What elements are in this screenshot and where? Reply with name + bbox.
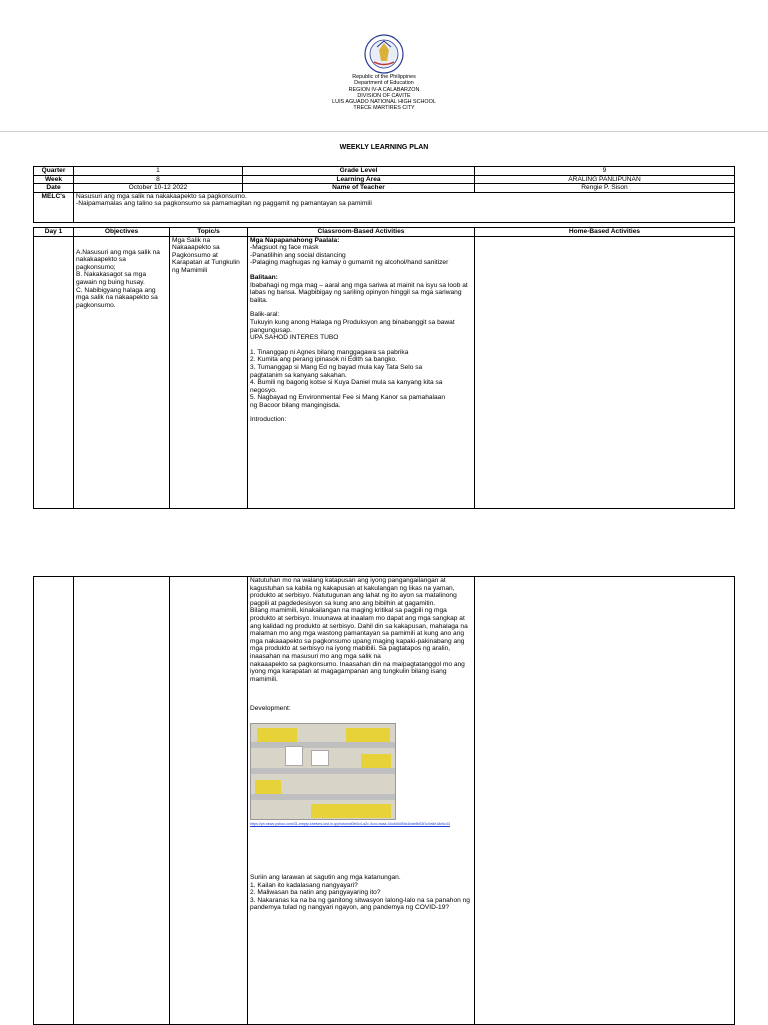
paalala-title: Mga Napapanahong Paalala:: [250, 236, 340, 244]
header-line: LUIS AGUADO NATIONAL HIGH SCHOOL: [332, 99, 436, 106]
balitaan-text: Ibabahagi ng mga mag – aaral ang mga sariwa at mainit na isyu sa loob at labas ng bansa. Magbibigay ng sariling opinyon hinggil sa mga sariwang balita.: [250, 281, 468, 304]
document-title: WEEKLY LEARNING PLAN: [339, 144, 429, 151]
plan-table-continued: [33, 576, 735, 1025]
topics-header: Topic/s: [170, 228, 248, 237]
objectives-header: Objectives: [74, 228, 170, 237]
development-label: Development:: [250, 705, 291, 713]
objectives-cell: [74, 236, 170, 508]
quarter-label: Quarter: [34, 167, 74, 176]
introduction-label: Introduction:: [250, 416, 287, 424]
melc-value: [74, 192, 735, 222]
balitaan-title: Balitaan:: [250, 273, 278, 281]
date-value: October 10-12 2022: [74, 184, 243, 193]
home-cell: [475, 236, 735, 508]
header-line: TRECE MARTIRES CITY: [353, 105, 415, 112]
objectives-text: A.Nasusuri ang mga salik na nakakaapekto sa pagkonsumo; B. Nakakasagot sa mga gawain ng buing husay. C. Nabibigyang halaga ang mga salik na nakaapekto sa pagkonsumo.: [76, 248, 160, 309]
date-label: Date: [34, 184, 74, 193]
deped-seal-icon: [356, 34, 412, 74]
home-header: Home-Based Activities: [475, 228, 735, 237]
melc-line: -Naipamamalas ang talino sa pagkonsumo sa pamamagitan ng paggamit ng pamantayan sa pamimili: [76, 200, 372, 208]
header-line: DIVISION OF CAVITE: [357, 92, 411, 99]
header-line: Department of Education: [354, 80, 414, 87]
header-line: Republic of the Philippines: [352, 74, 416, 80]
header-divider: [0, 131, 768, 132]
paalala-text: -Magsuot ng face mask -Panatilihin ang social distancing -Palaging maghugas ng kamay o gumamit ng alcohol/hand sanitizer: [250, 244, 449, 267]
plan-table: [33, 227, 735, 509]
teacher-value: Rengie P. Sison: [475, 184, 735, 193]
info-table: [33, 166, 735, 223]
melc-line: Nasusuri ang mga salik na nakakaapekto sa pagkonsumo.: [76, 192, 247, 200]
header-line: REGION IV-A CALABARZON: [348, 86, 420, 93]
area-label: Learning Area: [243, 175, 475, 184]
classroom-header: Classroom-Based Activities: [248, 228, 475, 237]
grade-value: 9: [475, 167, 735, 176]
image-source-link[interactable]: https://ph.news.yahoo.com/31-empty-shelves-lost-in-q/photo/eaf3b0c4-a2c-4ccc-bcaa-44c4d0d59a1bde8b53f1c0e8e18e0c43: [250, 821, 450, 826]
balik-aral-items: 1. Tinanggap ni Agnes bilang manggagawa sa pabrika 2. Kumita ang perang ipinasok ni Edith sa bangko. 3. Tumanggap si Mang Ed ng bayad mula kay Tata Selo sa pagtatanim sa kanyang sakahan. 4. Bumili ng bagong kotse si Kuya Daniel mula sa kanyang kita sa negosyo. 5. Nagbayad ng Environmental Fee si Mang Kanor sa pamahalaan ng Bacoor bilang mangingisda.: [250, 348, 446, 409]
melc-label: MELC's: [34, 192, 74, 222]
classroom-cell: [248, 236, 475, 508]
topics-cell: [170, 577, 248, 1025]
week-label: Week: [34, 175, 74, 184]
day-cell: [34, 577, 74, 1025]
day-header: Day 1: [34, 228, 74, 237]
teacher-label: Name of Teacher: [243, 184, 475, 193]
grade-label: Grade Level: [243, 167, 475, 176]
school-header: [0, 74, 768, 112]
balik-aral-text: Balik-aral: Tukuyin kung anong Halaga ng Produksyon ang binabanggit sa bawat pangungusap. UPA SAHOD INTERES TUBO: [250, 311, 455, 342]
empty-shelves-photo: [250, 723, 396, 820]
topics-cell: [170, 236, 248, 508]
day-cell: [34, 236, 74, 508]
home-cell: [475, 577, 735, 1025]
objectives-cell: [74, 577, 170, 1025]
topics-text: Mga Salik na Nakaaapekto sa Pagkonsumo at Karapatan at Tungkulin ng Mamimili: [172, 236, 240, 274]
intro-text: Natutuhan mo na walang katapusan ang iyong pangangailangan at kagustuhan sa kabila ng kakapusan at kakulangan ng likas na yaman, produkto at serbisyo. Natutugunan ang lahat ng ito ayon sa matalinong pagpili at pagdedesisyon sa kung ano ang bibilhin at gagamitin. Bilang mamimili, kinakailangan na maging kritikal sa pagpili ng mga produkto at serbisyo. Inuunawa at inaalam mo dapat ang mga sangkap at ang kalidad ng produkto at serbisyo. Dahil din sa kakapusan, mahalaga na malaman mo ang mga wastong pamantayan sa pamimili at kung ano ang mga nakaaapekto sa pagkonsumo upang maging kapaki-pakinabang ang mga produkto at serbisyo na iyong mabibili. Sa pagtatapos ng aralin, inaasahan na masusuri mo ang mga salik na nakaaapekto sa pagkonsumo. Inaasahan din na maipagtatanggol mo ang iyong mga karapatan at magagampanan ang tungkulin bilang isang mamimili.: [250, 577, 468, 683]
area-value: ARALING PANLIPUNAN: [475, 175, 735, 184]
questions-text: Suriin ang larawan at sagutin ang mga katanungan. 1. Kailan ito kadalasang nangyayari? 2. Maliwasan ba natin ang pangyayaring ito? 3. Nakaranas ka na ba ng ganitong sitwasyon lalong-lalo na sa panahon ng pandemya tulad ng nangyari ngayon, ang pandemya ng COVID-19?: [250, 873, 470, 912]
classroom-cell: [248, 577, 475, 1025]
page-1: [0, 0, 768, 512]
week-value: 8: [74, 175, 243, 184]
quarter-value: 1: [74, 167, 243, 176]
